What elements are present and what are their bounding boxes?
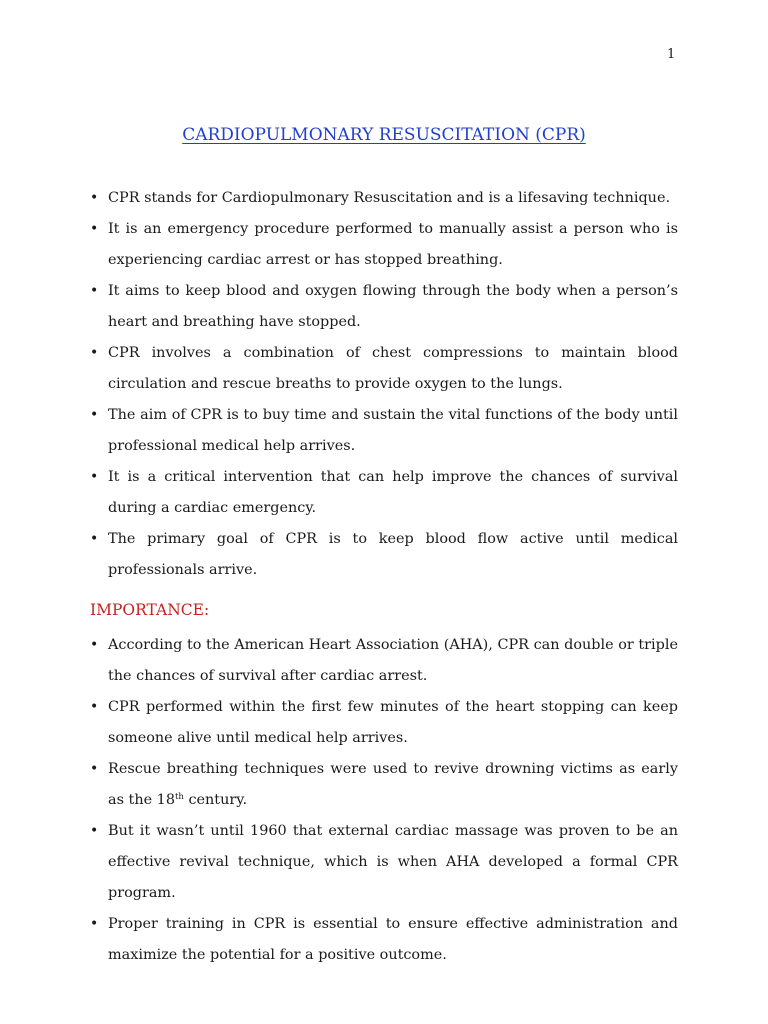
page-number: 1 — [667, 47, 676, 62]
document-title: CARDIOPULMONARY RESUSCITATION (CPR) — [182, 125, 586, 145]
importance-bullet-5: • Proper training in CPR is essential to ensure effective administration and maximize the potential for a positive outcome. — [90, 909, 678, 971]
intro-bullet-2: • It is an emergency procedure performed to manually assist a person who is experiencing cardiac arrest or has stopped breathing. — [90, 214, 678, 276]
intro-bullet-7: • The primary goal of CPR is to keep blood flow active until medical professionals arrive. — [90, 524, 678, 586]
intro-bullet-6: • It is a critical intervention that can help improve the chances of survival during a cardiac emergency. — [90, 462, 678, 524]
importance-bullet-4: • But it wasn’t until 1960 that external cardiac massage was proven to be an effective revival technique, which is when AHA developed a formal CPR program. — [90, 816, 678, 909]
importance-bullet-1: • According to the American Heart Association (AHA), CPR can double or triple the chances of survival after cardiac arrest. — [90, 630, 678, 692]
intro-bullet-4: • CPR involves a combination of chest compressions to maintain blood circulation and rescue breaths to provide oxygen to the lungs. — [90, 338, 678, 400]
ordinal-suffix: th — [175, 792, 184, 802]
importance-bullet-3-text: Rescue breathing techniques were used to revive drowning victims as early as the 18 — [108, 761, 678, 808]
intro-bullet-3: • It aims to keep blood and oxygen flowing through the body when a person’s heart and breathing have stopped. — [90, 276, 678, 338]
importance-bullet-list — [90, 630, 678, 971]
intro-section — [90, 183, 678, 586]
importance-bullet-3 — [90, 754, 678, 816]
intro-bullet-5: • The aim of CPR is to buy time and sustain the vital functions of the body until professional medical help arrives. — [90, 400, 678, 462]
importance-section — [90, 630, 678, 971]
importance-heading: IMPORTANCE: — [90, 601, 210, 619]
importance-bullet-3-text-end: century. — [183, 792, 248, 808]
importance-bullet-2: • CPR performed within the first few minutes of the heart stopping can keep someone alive until medical help arrives. — [90, 692, 678, 754]
intro-bullet-list — [90, 183, 678, 586]
intro-bullet-1: • CPR stands for Cardiopulmonary Resuscitation and is a lifesaving technique. — [90, 183, 678, 214]
